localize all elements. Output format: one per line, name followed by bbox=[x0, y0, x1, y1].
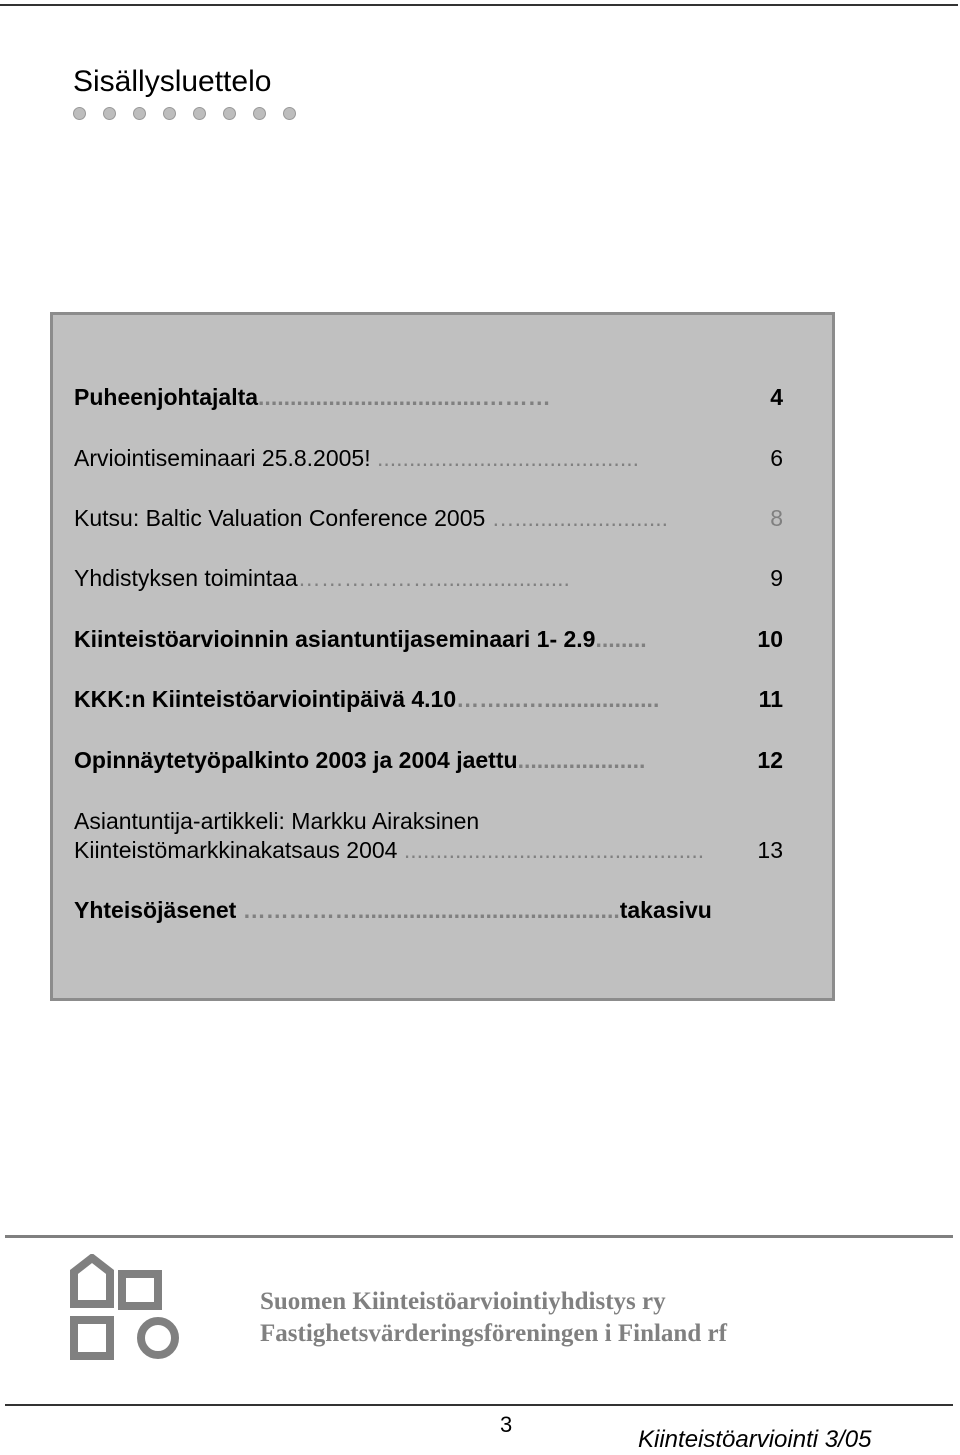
toc-entry-yhteisojasenet[interactable] bbox=[74, 896, 712, 924]
toc-entry-leader: ……...….................. bbox=[456, 686, 660, 712]
toc-entry-title: Kutsu: Baltic Valuation Conference 2005 bbox=[74, 505, 486, 531]
footer-rule bbox=[5, 1235, 953, 1238]
toc-entry-title: Asiantuntija-artikkeli: Markku Airaksinen bbox=[74, 808, 480, 834]
toc-entry-page: 6 bbox=[770, 445, 783, 471]
toc-entry-leader: ........ bbox=[595, 626, 647, 652]
dot-icon bbox=[163, 107, 176, 120]
toc-entry-leader: ………………..................... bbox=[297, 565, 570, 591]
toc-entry-page: 4 bbox=[770, 384, 783, 410]
top-rule bbox=[0, 4, 958, 6]
journal-issue: Kiinteistöarviointi 3/05 bbox=[638, 1426, 872, 1453]
toc-entry-page: 8 bbox=[770, 505, 783, 531]
toc-entry-page: takasivu bbox=[619, 897, 712, 923]
toc-entry-title: Kiinteistömarkkinakatsaus 2004 bbox=[74, 837, 398, 863]
association-logo-icon bbox=[68, 1254, 180, 1362]
toc-entry-title: Yhdistyksen toimintaa bbox=[74, 565, 298, 591]
toc-entry-leader: …........................ bbox=[485, 505, 669, 531]
organization-name-fi: Suomen Kiinteistöarviointiyhdistys ry bbox=[260, 1288, 666, 1315]
toc-entry-article-heading[interactable] bbox=[74, 807, 479, 835]
toc-entry-page: 11 bbox=[758, 686, 783, 712]
bottom-rule bbox=[5, 1404, 953, 1406]
toc-entry-page: 13 bbox=[757, 837, 783, 863]
dot-icon bbox=[73, 107, 86, 120]
toc-entry-title: Kiinteistöarvioinnin asiantuntijaseminaari 1- 2.9 bbox=[74, 626, 596, 652]
dot-icon bbox=[253, 107, 266, 120]
toc-entry-leader: ......................................... bbox=[377, 445, 639, 471]
toc-entry-page: 9 bbox=[770, 565, 783, 591]
toc-entry-asiantuntijaseminaari[interactable] bbox=[74, 625, 647, 653]
toc-entry-kkk-arviointipaiva[interactable] bbox=[74, 685, 659, 713]
toc-entry-page: 10 bbox=[757, 626, 783, 652]
toc-entry-title: Puheenjohtajalta bbox=[74, 384, 259, 410]
organization-name bbox=[260, 1286, 727, 1350]
dot-icon bbox=[283, 107, 296, 120]
dot-icon bbox=[223, 107, 236, 120]
toc-entry-title: KKK:n Kiinteistöarviointipäivä 4.10 bbox=[74, 686, 457, 712]
toc-entry-page: 12 bbox=[757, 747, 783, 773]
dot-icon bbox=[103, 107, 116, 120]
toc-entry-article-subtitle[interactable] bbox=[74, 836, 704, 864]
organization-name-sv: Fastighetsvärderingsföreningen i Finland rf bbox=[260, 1320, 727, 1347]
dot-icon bbox=[193, 107, 206, 120]
toc-entry-leader: ............................................... bbox=[397, 837, 705, 863]
toc-entry-title: Yhteisöjäsenet bbox=[74, 897, 237, 923]
toc-entry-title: Opinnäytetyöpalkinto 2003 ja 2004 jaettu bbox=[74, 747, 518, 773]
page-title: Sisällysluettelo bbox=[73, 65, 272, 98]
toc-entry-leader: ……………......................................... bbox=[236, 897, 620, 923]
toc-entry-yhdistyksen-toimintaa[interactable] bbox=[74, 564, 570, 592]
toc-entry-opinnaytetyopalkinto[interactable] bbox=[74, 746, 645, 774]
toc-entry-leader: ...................................……… bbox=[258, 384, 551, 410]
toc-entry-arviointiseminaari[interactable] bbox=[74, 444, 639, 472]
toc-entry-puheenjohtajalta[interactable] bbox=[74, 383, 551, 411]
toc-entry-baltic-conference[interactable] bbox=[74, 504, 668, 532]
table-of-contents bbox=[50, 312, 835, 1001]
toc-entry-title: Arviointiseminaari 25.8.2005! bbox=[74, 445, 377, 471]
page-number: 3 bbox=[500, 1412, 513, 1437]
decorative-dots bbox=[73, 107, 296, 121]
dot-icon bbox=[133, 107, 146, 120]
toc-entry-leader: .................... bbox=[517, 747, 646, 773]
